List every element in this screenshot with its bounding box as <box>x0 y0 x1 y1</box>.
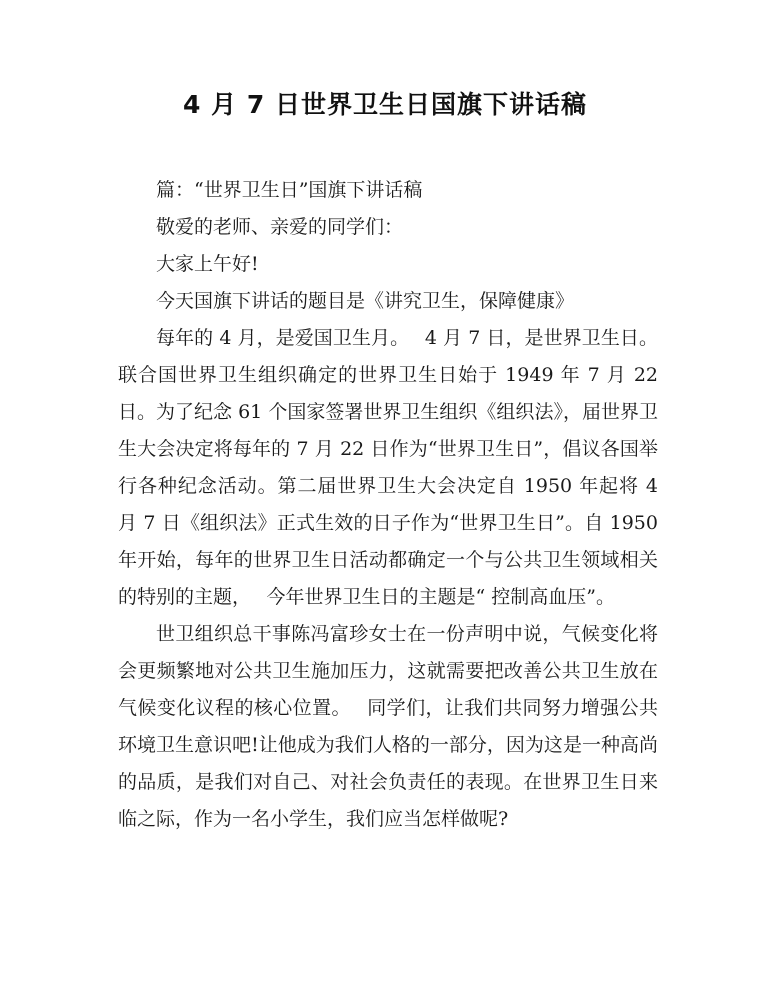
document-body <box>118 172 658 838</box>
paragraph-heading: 篇：“世界卫生日”国旗下讲话稿 <box>156 179 423 201</box>
paragraph-greeting: 大家上午好! <box>156 253 259 275</box>
paragraph-history: 每年的 4 月，是爱国卫生月。 4 月 7 日，是世界卫生日。联合国世界卫生组织确定的世界卫生日始于 1949 年 7 月 22 日。为了纪念 61 个国家签署世界卫生组织《组织法》，届世界卫生大会决定将每年的 7 月 22 日作为“世界卫生日”，倡议各国举行各种纪念活动。第二届世界卫生大会决定自 1950 年起将 4 月 7 日《组织法》正式生效的日子作为“世界卫生日”。自 1950 年开始，每年的世界卫生日活动都确定一个与公共卫生领域相关的特别的主题， 今年世界卫生日的主题是“ 控制高血压”。 <box>118 327 658 608</box>
paragraph-salutation: 敬爱的老师、亲爱的同学们： <box>156 216 404 238</box>
paragraph-topic: 今天国旗下讲话的题目是《讲究卫生，保障健康》 <box>156 290 575 312</box>
document-title: 4 月 7 日世界卫生日国旗下讲话稿 <box>183 90 587 119</box>
paragraph-who-statement: 世卫组织总干事陈冯富珍女士在一份声明中说，气候变化将会更频繁地对公共卫生施加压力，这就需要把改善公共卫生放在气候变化议程的核心位置。 同学们，让我们共同努力增强公共环境卫生意识吧!让他成为我们人格的一部分，因为这是一种高尚的品质，是我们对自己、对社会负责任的表现。在世界卫生日来临之际，作为一名小学生，我们应当怎样做呢? <box>118 623 658 830</box>
